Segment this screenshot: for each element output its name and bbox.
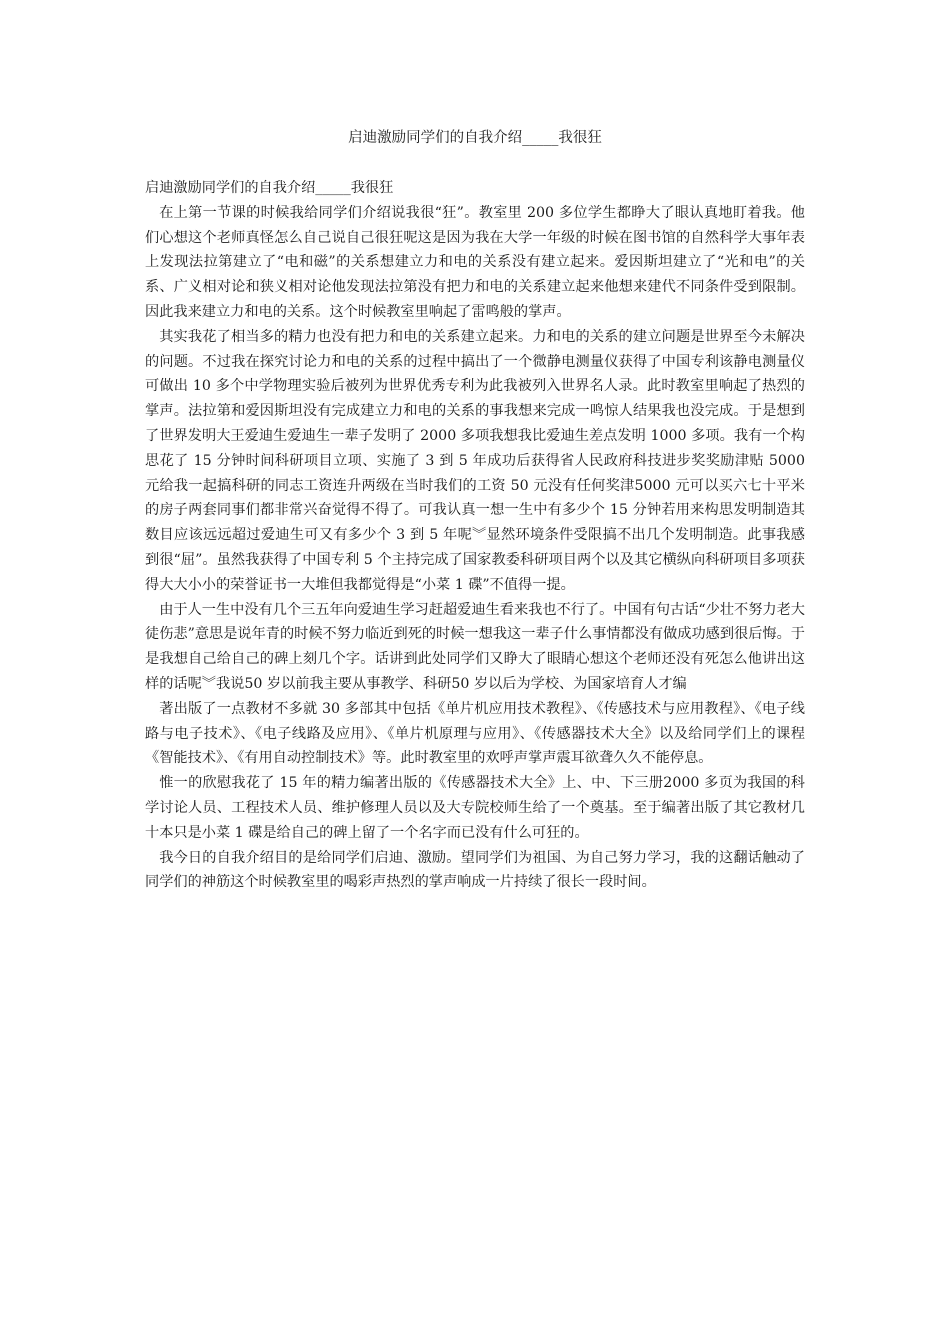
document-title: 启迪激励同学们的自我介绍_____我很狂: [348, 130, 602, 146]
paragraph: 由于人一生中没有几个三五年向爱迪生学习赶超爱迪生看来我也不行了。中国有句古话“少壮不努力老大徒伤悲”意思是说年青的时候不努力临近到死的时候一想我这一辈子什么事情都没有做成功感到很后悔。于是我想自己给自己的碑上刻几个字。话讲到此处同学们又睁大了眼睛心想这个老师还没有死怎么他讲出这样的话呢︾我说50 岁以前我主要从事教学、科研50 岁以后为学校、为国家培育人才编: [145, 601, 805, 692]
paragraph: 我今日的自我介绍目的是给同学们启迪、激励。望同学们为祖国、为自己努力学习，我的这翻话触动了同学们的神筋这个时候教室里的喝彩声热烈的掌声响成一片持续了很长一段时间。: [145, 849, 805, 891]
paragraph: 其实我花了相当多的精力也没有把力和电的关系建立起来。力和电的关系的建立问题是世界至今未解决的问题。不过我在探究讨论力和电的关系的过程中搞出了一个微静电测量仪获得了中国专利该静电测量仪可做出 10 多个中学物理实验后被列为世界优秀专利为此我被列入世界名人录。此时教室里响起了热烈的掌声。法拉第和爱因斯坦没有完成建立力和电的关系的事我想来完成一鸣惊人结果我也没完成。于是想到了世界发明大王爱迪生爱迪生一辈子发明了 2000 多项我想我比爱迪生差点发明 1000 多项。我有一个构思花了 15 分钟时间科研项目立项、实施了 3 到 5 年成功后获得省人民政府科技进步奖奖励津贴 5000 元给我一起搞科研的同志工资连升两级在当时我们的工资 50 元没有任何奖津5000 元可以买六七十平米的房子两套同事们都非常兴奋觉得不得了。可我认真一想一生中有多少个 15 分钟若用来构思发明制造其数目应该远远超过爱迪生可又有多少个 3 到 5 年呢︾显然环境条件受限搞不出几个发明制造。此事我感到很“屈”。虽然我获得了中国专利 5 个主持完成了国家教委科研项目两个以及其它横纵向科研项目多项获得大大小小的荣誉证书一大堆但我都觉得是“小菜 1 碟”不值得一提。: [145, 328, 805, 593]
paragraph: 惟一的欣慰我花了 15 年的精力编著出版的《传感器技术大全》上、中、下三册2000 多页为我国的科学讨论人员、工程技术人员、维护修理人员以及大专院校师生给了一个奠基。至于编著出版了其它教材几十本只是小菜 1 碟是给自己的碑上留了一个名字而已没有什么可狂的。: [145, 775, 805, 841]
document-subtitle: 启迪激励同学们的自我介绍_____我很狂: [145, 180, 394, 196]
paragraph: 在上第一节课的时候我给同学们介绍说我很“狂”。教室里 200 多位学生都睁大了眼认真地盯着我。他们心想这个老师真怪怎么自己说自己很狂呢这是因为我在大学一年级的时候在图书馆的自然科学大事年表上发现法拉第建立了“电和磁”的关系想建立力和电的关系没有建立起来。爱因斯坦建立了“光和电”的关系、广义相对论和狭义相对论他发现法拉第没有把力和电的关系建立起来他想来建代不同条件受到限制。因此我来建立力和电的关系。这个时候教室里响起了雷鸣般的掌声。: [145, 204, 806, 320]
document-body: [145, 176, 805, 895]
paragraph: 著出版了一点教材不多就 30 多部其中包括《单片机应用技术教程》、《传感技术与应用教程》、《电子线路与电子技术》、《电子线路及应用》、《单片机原理与应用》、《传感器技术大全》以及给同学们上的课程《智能技术》、《有用自动控制技术》等。此时教室里的欢呼声掌声震耳欲聋久久不能停息。: [145, 700, 805, 767]
